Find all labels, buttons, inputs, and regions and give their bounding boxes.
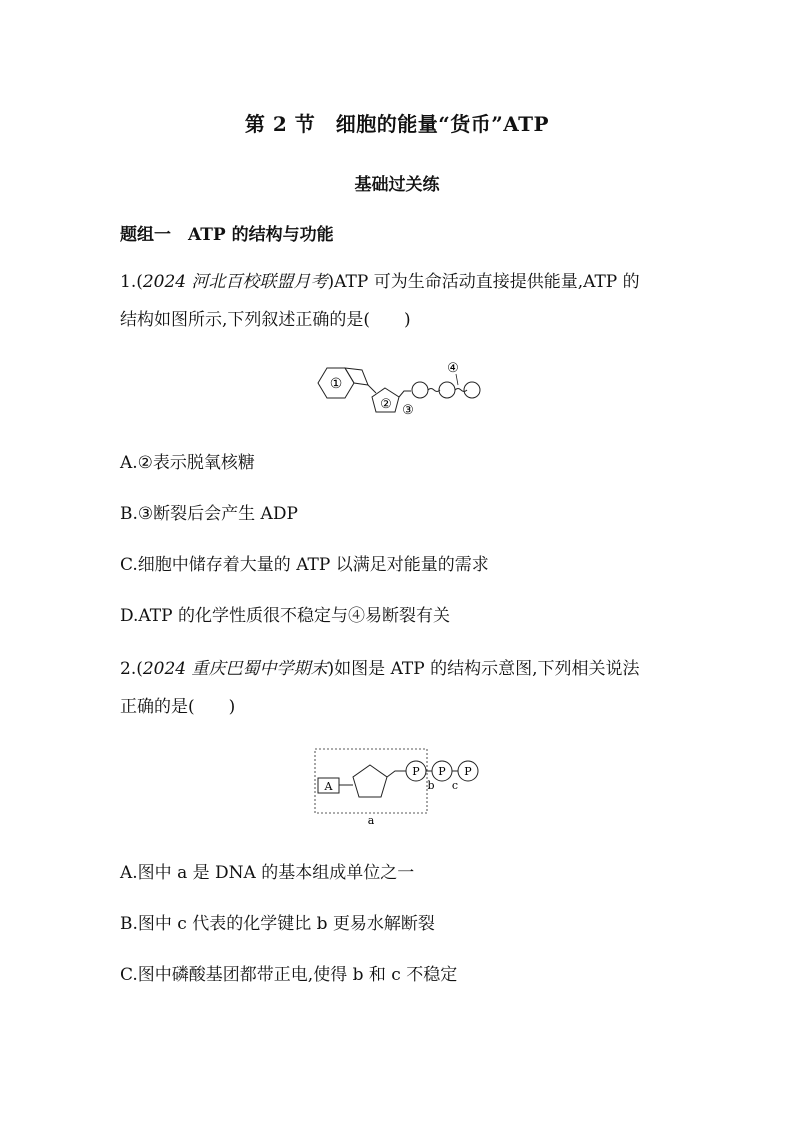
figure-label-3: ③ bbox=[402, 403, 414, 418]
section-title: 第 2 节 细胞的能量“货币”ATP bbox=[244, 112, 550, 136]
question-2-source: 2024 重庆巴蜀中学期末 bbox=[142, 659, 328, 679]
phosphate-label-2: P bbox=[438, 765, 446, 778]
question-2-stem bbox=[120, 650, 680, 726]
question-2-number: 2.( bbox=[120, 659, 143, 679]
ribose-pentagon-2 bbox=[353, 765, 387, 797]
question-1-text-1: )ATP 可为生命活动直接提供能量,ATP 的 bbox=[327, 272, 640, 292]
question-1-option-a[interactable]: A.②表示脱氧核糖 bbox=[120, 453, 255, 473]
question-2-option-a[interactable]: A.图中 a 是 DNA 的基本组成单位之一 bbox=[120, 863, 415, 883]
bond-b-label: b bbox=[427, 779, 435, 792]
high-energy-bond-2 bbox=[455, 389, 467, 392]
question-1-number: 1.( bbox=[120, 272, 143, 292]
region-a-label: a bbox=[367, 814, 375, 825]
figure-label-2: ② bbox=[380, 397, 392, 412]
section-subtitle: 基础过关练 bbox=[354, 175, 440, 195]
figure-label-4: ④ bbox=[447, 361, 459, 376]
question-2-line-2: 正确的是( ) bbox=[120, 697, 236, 717]
ester-bond-line bbox=[399, 391, 411, 397]
question-2-line-1 bbox=[120, 650, 680, 688]
question-2-option-c[interactable]: C.图中磷酸基团都带正电,使得 b 和 c 不稳定 bbox=[120, 965, 458, 985]
question-1-option-d[interactable]: D.ATP 的化学性质很不稳定与④易断裂有关 bbox=[120, 606, 450, 626]
bond-c-label: c bbox=[451, 779, 459, 792]
glycosidic-link bbox=[368, 385, 376, 393]
question-1-line-2: 结构如图所示,下列叙述正确的是( ) bbox=[120, 310, 411, 330]
question-1-line-1 bbox=[120, 263, 680, 301]
atp-structure-figure-1 bbox=[310, 355, 485, 420]
question-1-stem bbox=[120, 263, 680, 339]
question-1-option-c[interactable]: C.细胞中储存着大量的 ATP 以满足对能量的需求 bbox=[120, 555, 489, 575]
ribose-phosphate-link bbox=[387, 771, 406, 777]
adenine-box-label: A bbox=[324, 780, 333, 793]
atp-structure-figure-2 bbox=[312, 745, 487, 825]
question-1-option-b[interactable]: B.③断裂后会产生 ADP bbox=[120, 504, 298, 524]
question-group-heading: 题组一 ATP 的结构与功能 bbox=[120, 225, 334, 245]
question-2-text-1: )如图是 ATP 的结构示意图,下列相关说法 bbox=[327, 659, 640, 679]
phosphate-circle-2 bbox=[439, 382, 455, 398]
question-1-source: 2024 河北百校联盟月考 bbox=[142, 272, 328, 292]
phosphate-label-3: P bbox=[464, 765, 472, 778]
adenine-pentagon bbox=[345, 368, 368, 385]
figure-label-1: ① bbox=[329, 376, 343, 392]
phosphate-circle-1 bbox=[412, 382, 428, 398]
high-energy-bond-1 bbox=[428, 389, 440, 392]
question-2-option-b[interactable]: B.图中 c 代表的化学键比 b 更易水解断裂 bbox=[120, 914, 435, 934]
phosphate-label-1: P bbox=[412, 765, 420, 778]
